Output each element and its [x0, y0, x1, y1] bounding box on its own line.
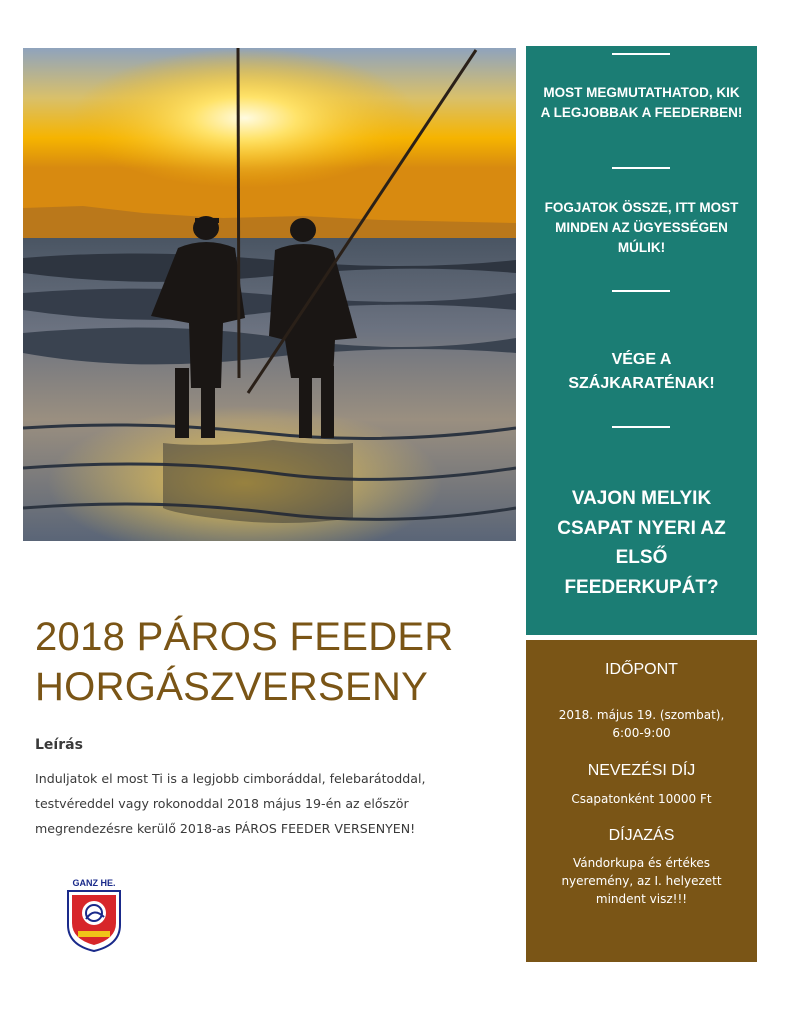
prize-text: Vándorkupa és értékes nyeremény, az I. helyezett mindent visz!!! [561, 856, 722, 906]
time-heading: IDŐPONT [605, 661, 678, 678]
divider-line [612, 426, 670, 428]
event-info-panel [526, 640, 757, 962]
hero-photo-fishermen-sunset [23, 48, 516, 541]
logo-text: GANZ HE. [72, 878, 116, 888]
divider-line [612, 167, 670, 169]
description-heading: Leírás [35, 737, 83, 753]
teaser-message-4: VAJON MELYIK CSAPAT NYERI AZ ELSŐ FEEDERKUPÁT? [557, 488, 726, 598]
divider-line [612, 290, 670, 292]
fee-heading: NEVEZÉSI DÍJ [587, 762, 696, 779]
teaser-message-1: MOST MEGMUTATHATOD, KIK A LEGJOBBAK A FEEDERBEN! [540, 85, 743, 120]
teaser-message-2: FOGJATOK ÖSSZE, ITT MOST MINDEN AZ ÜGYESSÉGEN MÚLIK! [544, 200, 739, 255]
prize-heading: DÍJAZÁS [608, 827, 675, 844]
time-text: 2018. május 19. (szombat), 6:00-9:00 [558, 708, 725, 740]
teaser-panel [526, 46, 757, 635]
club-logo [58, 877, 130, 953]
teaser-message-3: VÉGE A SZÁJKARATÉNAK! [568, 351, 715, 392]
sunset-illustration [23, 48, 516, 541]
event-title: 2018 PÁROS FEEDER HORGÁSZVERSENY [35, 615, 454, 709]
divider-line [612, 53, 670, 55]
description-text: Induljatok el most Ti is a legjobb cimboráddal, felebarátoddal, testvéreddel vagy rokonoddal 2018 május 19-én az először megrendezésre kerülő 2018-as PÁROS FEEDER VERSENYEN! [35, 771, 426, 836]
fee-text: Csapatonként 10000 Ft [571, 792, 712, 806]
